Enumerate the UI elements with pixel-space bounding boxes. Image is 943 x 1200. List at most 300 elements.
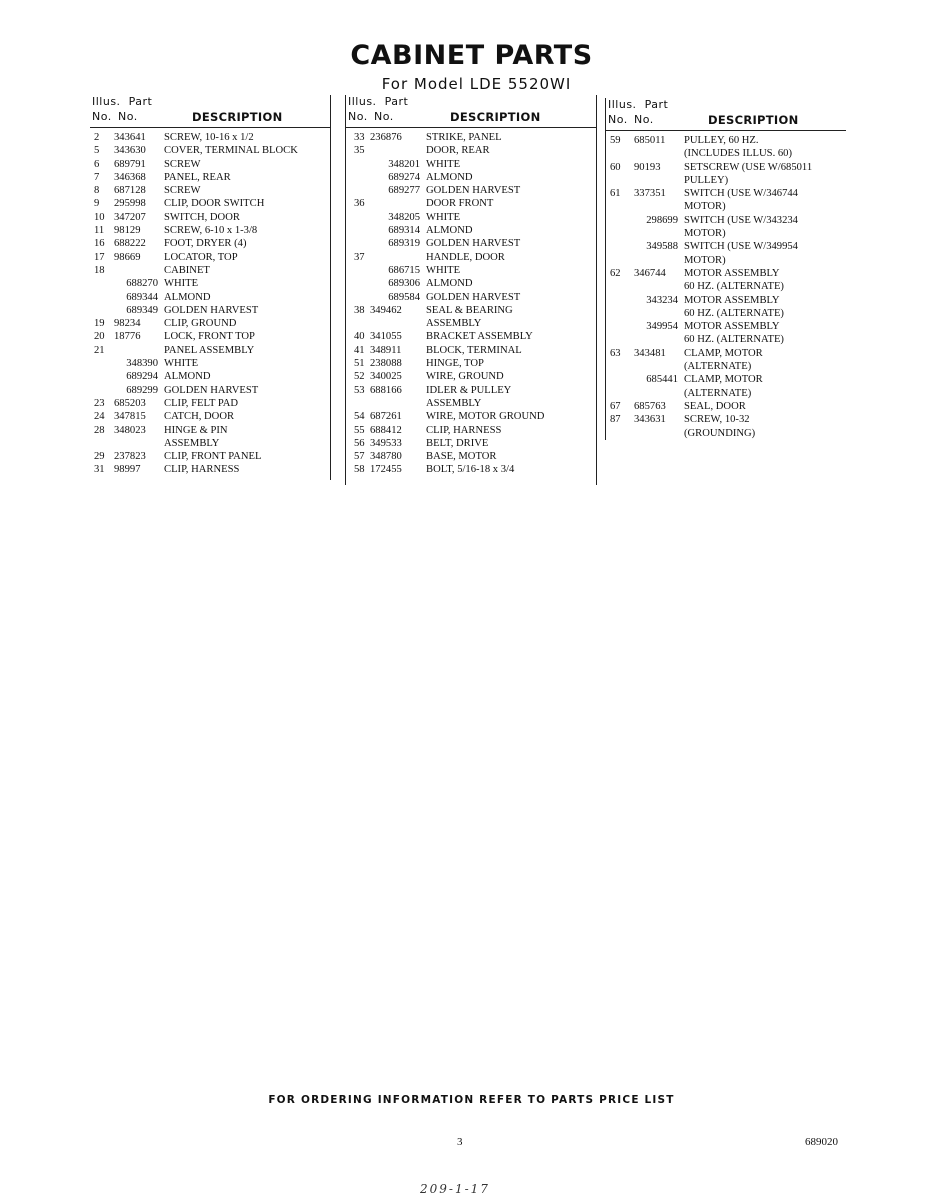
illus-number: 8 xyxy=(94,185,100,197)
part-description: CATCH, DOOR xyxy=(164,411,235,423)
table-row xyxy=(90,197,330,210)
part-description: COVER, TERMINAL BLOCK xyxy=(164,145,298,157)
page-title: CABINET PARTS xyxy=(350,40,593,71)
part-description: ALMOND xyxy=(426,278,473,290)
illus-number: 55 xyxy=(354,424,365,436)
part-number xyxy=(634,174,684,187)
illus-number: 58 xyxy=(354,464,365,476)
table-row xyxy=(90,397,330,410)
part-number xyxy=(370,251,426,264)
part-number: 346368 xyxy=(114,171,146,183)
part-description: SCREW, 6-10 x 1-3/8 xyxy=(164,225,258,237)
illus-number xyxy=(90,291,114,304)
table-row xyxy=(90,158,330,171)
part-description: WIRE, GROUND xyxy=(426,371,504,383)
parts-rows xyxy=(606,134,846,440)
part-number xyxy=(370,317,426,330)
illus-number: 61 xyxy=(610,188,621,200)
table-row xyxy=(90,277,330,290)
part-number: 343481 xyxy=(634,347,666,359)
part-description: SWITCH (USE W/349954 xyxy=(684,241,798,253)
illus-number: 23 xyxy=(94,397,105,409)
illus-number: 57 xyxy=(354,451,365,463)
table-row xyxy=(606,240,846,253)
header-no-a: No. xyxy=(608,113,628,126)
part-description: WHITE xyxy=(164,278,199,290)
part-number: 687128 xyxy=(114,185,146,197)
table-row xyxy=(606,320,846,333)
table-row xyxy=(90,184,330,197)
illus-number: 52 xyxy=(354,371,365,383)
table-row xyxy=(90,317,330,330)
part-description: BRACKET ASSEMBLY xyxy=(426,331,533,343)
illus-number: 18 xyxy=(94,264,105,276)
table-row xyxy=(90,304,330,317)
illus-number: 62 xyxy=(610,267,621,279)
part-number: 689314 xyxy=(388,225,420,237)
part-description: SWITCH, DOOR xyxy=(164,211,240,223)
table-row xyxy=(346,304,596,317)
part-number: 349954 xyxy=(646,321,678,333)
illus-number xyxy=(346,184,370,197)
ordering-note: FOR ORDERING INFORMATION REFER TO PARTS PRICE LIST xyxy=(268,1094,675,1106)
illus-number: 16 xyxy=(94,238,105,250)
header-no-a: No. xyxy=(92,110,112,123)
table-row xyxy=(346,197,596,210)
part-description: CLIP, GROUND xyxy=(164,318,237,330)
part-number xyxy=(634,227,684,240)
part-description: GOLDEN HARVEST xyxy=(164,304,259,316)
column-header xyxy=(90,95,330,128)
part-description: SCREW xyxy=(164,185,201,197)
illus-number xyxy=(346,264,370,277)
part-description: PANEL, REAR xyxy=(164,171,231,183)
table-row xyxy=(346,158,596,171)
document-number: 689020 xyxy=(805,1136,838,1148)
illus-number xyxy=(606,360,634,373)
part-number: 98129 xyxy=(114,225,141,237)
header-illus: Illus. Part xyxy=(348,95,409,108)
part-description: CLAMP, MOTOR xyxy=(684,374,763,386)
illus-number xyxy=(606,227,634,240)
part-description: BASE, MOTOR xyxy=(426,451,497,463)
illus-number: 9 xyxy=(94,198,100,210)
illus-number xyxy=(346,158,370,171)
part-description: WHITE xyxy=(426,264,461,276)
part-number xyxy=(634,333,684,346)
table-row xyxy=(346,251,596,264)
part-number: 689344 xyxy=(126,291,158,303)
part-description: CLIP, DOOR SWITCH xyxy=(164,198,265,210)
table-row xyxy=(90,410,330,423)
part-description: PULLEY) xyxy=(684,174,729,186)
header-description: DESCRIPTION xyxy=(192,110,283,124)
part-description: MOTOR ASSEMBLY xyxy=(684,294,780,306)
illus-number xyxy=(606,320,634,333)
table-row xyxy=(606,187,846,200)
part-number: 238088 xyxy=(370,358,402,370)
part-number xyxy=(634,307,684,320)
part-description: SEAL, DOOR xyxy=(684,400,746,412)
illus-number xyxy=(346,291,370,304)
table-row xyxy=(346,330,596,343)
table-row xyxy=(90,357,330,370)
part-number: 689299 xyxy=(126,384,158,396)
part-description: CLIP, FRONT PANEL xyxy=(164,451,262,463)
table-row xyxy=(606,254,846,267)
table-row xyxy=(90,463,330,476)
table-row xyxy=(606,134,846,147)
illus-number xyxy=(346,397,370,410)
part-number: 347207 xyxy=(114,211,146,223)
illus-number: 51 xyxy=(354,358,365,370)
table-row xyxy=(346,450,596,463)
part-number xyxy=(634,387,684,400)
part-number xyxy=(370,397,426,410)
table-row xyxy=(606,360,846,373)
illus-number xyxy=(90,357,114,370)
table-row xyxy=(90,344,330,357)
column-header xyxy=(346,95,596,128)
part-number: 689274 xyxy=(388,171,420,183)
part-description: 60 HZ. (ALTERNATE) xyxy=(684,307,784,319)
part-description: WIRE, MOTOR GROUND xyxy=(426,411,545,423)
part-description: SEAL & BEARING xyxy=(426,304,513,316)
table-row xyxy=(90,211,330,224)
illus-number xyxy=(606,427,634,440)
illus-number xyxy=(346,211,370,224)
illus-number: 54 xyxy=(354,411,365,423)
part-number xyxy=(634,360,684,373)
illus-number: 53 xyxy=(354,384,365,396)
table-row xyxy=(90,437,330,450)
part-description: BELT, DRIVE xyxy=(426,437,489,449)
part-description: HINGE & PIN xyxy=(164,424,228,436)
table-row xyxy=(606,147,846,160)
part-number: 685763 xyxy=(634,400,666,412)
table-row xyxy=(606,400,846,413)
part-number: 295998 xyxy=(114,198,146,210)
illus-number: 67 xyxy=(610,400,621,412)
illus-number: 38 xyxy=(354,304,365,316)
illus-number: 2 xyxy=(94,132,100,143)
part-description: GOLDEN HARVEST xyxy=(426,291,521,303)
illus-number xyxy=(346,277,370,290)
part-description: SWITCH (USE W/343234 xyxy=(684,214,798,226)
table-row xyxy=(346,437,596,450)
illus-number xyxy=(606,200,634,213)
table-row xyxy=(346,171,596,184)
illus-number: 17 xyxy=(94,251,105,263)
part-description: 60 HZ. (ALTERNATE) xyxy=(684,334,784,346)
part-number: 685011 xyxy=(634,135,666,146)
table-row xyxy=(90,330,330,343)
table-row xyxy=(346,144,596,157)
illus-number: 87 xyxy=(610,414,621,426)
part-description: DOOR, REAR xyxy=(426,145,490,157)
illus-number: 10 xyxy=(94,211,105,223)
part-number: 687261 xyxy=(370,411,402,423)
part-number: 349462 xyxy=(370,304,402,316)
table-row xyxy=(346,424,596,437)
illus-number xyxy=(606,333,634,346)
part-number xyxy=(634,200,684,213)
part-number: 688166 xyxy=(370,384,402,396)
part-description: STRIKE, PANEL xyxy=(426,132,502,143)
part-number: 348201 xyxy=(388,158,420,170)
illus-number xyxy=(346,224,370,237)
table-row xyxy=(346,224,596,237)
illus-number xyxy=(606,214,634,227)
illus-number: 37 xyxy=(354,251,365,263)
illus-number xyxy=(90,277,114,290)
part-number: 349533 xyxy=(370,437,402,449)
part-number: 348780 xyxy=(370,451,402,463)
part-number: 90193 xyxy=(634,161,661,173)
part-description: GOLDEN HARVEST xyxy=(164,384,259,396)
part-number: 689319 xyxy=(388,238,420,250)
part-number: 98234 xyxy=(114,318,141,330)
part-description: ALMOND xyxy=(164,371,211,383)
table-row xyxy=(90,131,330,144)
part-number: 343631 xyxy=(634,414,666,426)
part-description: GOLDEN HARVEST xyxy=(426,185,521,197)
table-row xyxy=(606,200,846,213)
part-number: 349588 xyxy=(646,241,678,253)
illus-number: 29 xyxy=(94,451,105,463)
part-description: HINGE, TOP xyxy=(426,358,484,370)
table-row xyxy=(90,144,330,157)
part-description: LOCK, FRONT TOP xyxy=(164,331,255,343)
table-row xyxy=(346,344,596,357)
illus-number: 59 xyxy=(610,135,621,146)
table-row xyxy=(346,237,596,250)
table-row xyxy=(606,373,846,386)
part-description: ASSEMBLY xyxy=(164,437,220,449)
part-number: 685203 xyxy=(114,397,146,409)
table-row xyxy=(606,267,846,280)
illus-number xyxy=(606,240,634,253)
table-row xyxy=(606,307,846,320)
table-row xyxy=(606,161,846,174)
table-row xyxy=(90,171,330,184)
table-row xyxy=(606,280,846,293)
parts-column-1 xyxy=(90,95,331,480)
part-description: SCREW xyxy=(164,158,201,170)
part-description: MOTOR) xyxy=(684,201,726,213)
header-illus: Illus. Part xyxy=(608,98,669,111)
part-description: SETSCREW (USE W/685011 xyxy=(684,161,813,173)
page-number: 3 xyxy=(457,1136,463,1148)
illus-number: 60 xyxy=(610,161,621,173)
part-number: 298699 xyxy=(646,214,678,226)
part-description: (ALTERNATE) xyxy=(684,387,752,399)
illus-number xyxy=(606,387,634,400)
table-row xyxy=(346,291,596,304)
part-description: 60 HZ. (ALTERNATE) xyxy=(684,281,784,293)
part-number: 343630 xyxy=(114,145,146,157)
part-description: (ALTERNATE) xyxy=(684,361,752,373)
illus-number xyxy=(606,174,634,187)
table-row xyxy=(90,450,330,463)
illus-number: 40 xyxy=(354,331,365,343)
illus-number xyxy=(606,373,634,386)
illus-number: 41 xyxy=(354,344,365,356)
part-number: 685441 xyxy=(646,374,678,386)
part-description: CABINET xyxy=(164,264,210,276)
table-row xyxy=(606,427,846,440)
part-number: 689791 xyxy=(114,158,146,170)
table-row xyxy=(606,333,846,346)
part-number: 346744 xyxy=(634,267,666,279)
part-number: 348023 xyxy=(114,424,146,436)
part-description: SWITCH (USE W/346744 xyxy=(684,188,798,200)
part-description: MOTOR ASSEMBLY xyxy=(684,321,780,333)
parts-rows xyxy=(346,131,596,477)
table-row xyxy=(346,357,596,370)
table-row xyxy=(346,370,596,383)
part-number: 688412 xyxy=(370,424,402,436)
table-row xyxy=(346,397,596,410)
parts-column-2 xyxy=(345,95,597,485)
handwritten-note: 209-1-17 xyxy=(420,1182,490,1196)
table-row xyxy=(346,184,596,197)
header-no-a: No. xyxy=(348,110,368,123)
part-description: CLIP, FELT PAD xyxy=(164,397,239,409)
illus-number: 63 xyxy=(610,347,621,359)
table-row xyxy=(90,237,330,250)
table-row xyxy=(606,294,846,307)
illus-number: 6 xyxy=(94,158,100,170)
part-number: 236876 xyxy=(370,132,402,143)
illus-number: 21 xyxy=(94,344,105,356)
part-number xyxy=(370,197,426,210)
illus-number xyxy=(90,370,114,383)
part-description: ASSEMBLY xyxy=(426,318,482,330)
part-number: 18776 xyxy=(114,331,141,343)
table-row xyxy=(346,463,596,476)
part-description: SCREW, 10-32 xyxy=(684,414,750,426)
table-row xyxy=(606,214,846,227)
part-description: LOCATOR, TOP xyxy=(164,251,238,263)
part-description: MOTOR ASSEMBLY xyxy=(684,267,780,279)
part-description: (INCLUDES ILLUS. 60) xyxy=(684,148,792,160)
parts-column-3 xyxy=(605,98,846,440)
illus-number xyxy=(606,307,634,320)
part-description: MOTOR) xyxy=(684,228,726,240)
header-no-b: No. xyxy=(118,110,138,123)
part-description: PANEL ASSEMBLY xyxy=(164,344,255,356)
table-row xyxy=(606,387,846,400)
illus-number: 36 xyxy=(354,198,365,210)
part-number xyxy=(370,144,426,157)
illus-number xyxy=(606,147,634,160)
table-row xyxy=(606,227,846,240)
table-row xyxy=(90,264,330,277)
table-row xyxy=(90,291,330,304)
part-number xyxy=(114,437,164,450)
column-header xyxy=(606,98,846,131)
table-row xyxy=(90,370,330,383)
illus-number: 24 xyxy=(94,411,105,423)
part-description: CLIP, HARNESS xyxy=(164,464,240,476)
part-number: 689306 xyxy=(388,278,420,290)
illus-number: 28 xyxy=(94,424,105,436)
table-row xyxy=(346,277,596,290)
part-number xyxy=(114,264,164,277)
part-number: 343234 xyxy=(646,294,678,306)
part-description: BLOCK, TERMINAL xyxy=(426,344,522,356)
part-number: 688222 xyxy=(114,238,146,250)
part-number xyxy=(634,254,684,267)
part-number: 347815 xyxy=(114,411,146,423)
part-description: ALMOND xyxy=(164,291,211,303)
part-number: 237823 xyxy=(114,451,146,463)
header-illus: Illus. Part xyxy=(92,95,153,108)
part-description: GOLDEN HARVEST xyxy=(426,238,521,250)
part-description: MOTOR) xyxy=(684,254,726,266)
part-number: 98669 xyxy=(114,251,141,263)
part-number: 98997 xyxy=(114,464,141,476)
part-number: 172455 xyxy=(370,464,402,476)
table-row xyxy=(346,131,596,144)
illus-number xyxy=(90,304,114,317)
part-number: 689277 xyxy=(388,185,420,197)
header-no-b: No. xyxy=(374,110,394,123)
part-description: ALMOND xyxy=(426,225,473,237)
part-number: 348205 xyxy=(388,211,420,223)
illus-number: 33 xyxy=(354,132,365,143)
table-row xyxy=(606,347,846,360)
table-row xyxy=(90,424,330,437)
table-row xyxy=(346,384,596,397)
table-row xyxy=(346,211,596,224)
illus-number xyxy=(90,384,114,397)
illus-number: 31 xyxy=(94,464,105,476)
parts-rows xyxy=(90,131,330,477)
illus-number xyxy=(90,437,114,450)
part-number: 348390 xyxy=(126,358,158,370)
part-number: 689349 xyxy=(126,304,158,316)
illus-number: 11 xyxy=(94,225,105,237)
part-description: WHITE xyxy=(426,158,461,170)
illus-number xyxy=(606,280,634,293)
part-description: BOLT, 5/16-18 x 3/4 xyxy=(426,464,515,476)
part-description: WHITE xyxy=(164,358,199,370)
part-number xyxy=(634,427,684,440)
illus-number: 7 xyxy=(94,171,100,183)
table-row xyxy=(90,251,330,264)
part-description: ASSEMBLY xyxy=(426,397,482,409)
illus-number: 35 xyxy=(354,145,365,157)
part-number: 337351 xyxy=(634,188,666,200)
illus-number xyxy=(606,294,634,307)
part-description: PULLEY, 60 HZ. xyxy=(684,135,759,146)
part-description: CLIP, HARNESS xyxy=(426,424,502,436)
header-description: DESCRIPTION xyxy=(708,113,799,127)
part-number: 348911 xyxy=(370,344,402,356)
table-row xyxy=(346,317,596,330)
part-number: 689584 xyxy=(388,291,420,303)
part-description: HANDLE, DOOR xyxy=(426,251,505,263)
part-description: ALMOND xyxy=(426,171,473,183)
part-description: CLAMP, MOTOR xyxy=(684,347,763,359)
part-number: 340025 xyxy=(370,371,402,383)
table-row xyxy=(90,384,330,397)
part-number: 341055 xyxy=(370,331,402,343)
illus-number xyxy=(606,254,634,267)
illus-number: 56 xyxy=(354,437,365,449)
